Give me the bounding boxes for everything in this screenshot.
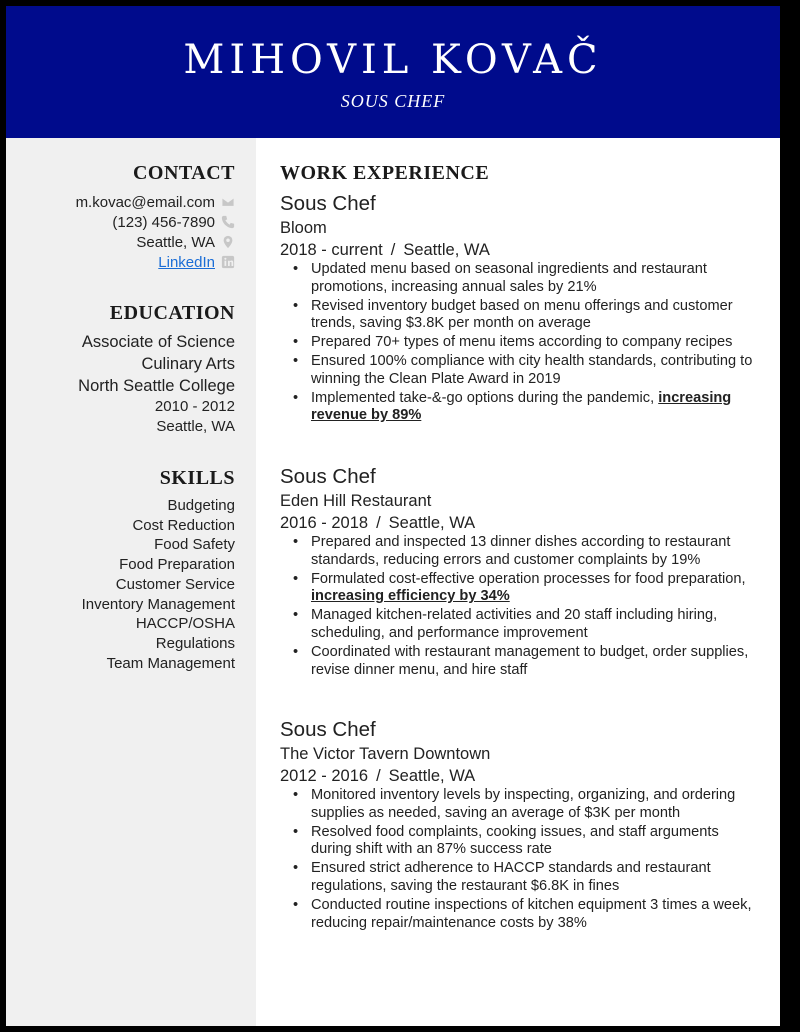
job-bullet: • Monitored inventory levels by inspecting, organizing, and ordering supplies as needed, saving an average of $3K per month <box>280 787 760 823</box>
skill-item: Inventory Management <box>81 595 235 613</box>
education-heading: EDUCATION <box>109 302 235 324</box>
skill-item: Food Safety <box>154 536 235 554</box>
job-entry <box>280 191 760 426</box>
job-dates: 2016 - 2018 <box>280 514 369 532</box>
skill-item: Customer Service <box>115 575 235 593</box>
resume-page <box>6 6 780 1026</box>
job-bullet: • Prepared and inspected 13 dinner dishes according to restaurant standards, reducing errors and customer complaints by 19% <box>280 534 760 570</box>
skill-item: Budgeting <box>167 497 235 514</box>
job-bullet: • Prepared 70+ types of menu items according to company recipes <box>280 334 760 352</box>
job-bullets <box>280 261 760 425</box>
candidate-title: SOUS CHEF <box>340 91 446 111</box>
job-bullets <box>280 787 760 932</box>
job-entry <box>280 464 760 680</box>
skills-heading: SKILLS <box>159 467 235 489</box>
education-field: Culinary Arts <box>141 355 235 373</box>
contact-email <box>76 192 235 212</box>
job-bullet: • Conducted routine inspections of kitchen equipment 3 times a week, reducing repair/maintenance costs by 38% <box>280 897 760 933</box>
skill-item: Regulations <box>155 634 235 652</box>
job-meta <box>280 512 760 534</box>
job-location: Seattle, WA <box>388 767 476 785</box>
bullet-highlight: increasing efficiency by 34% <box>311 588 510 605</box>
job-separator: / <box>376 767 381 785</box>
sidebar <box>6 138 256 1026</box>
job-company: The Victor Tavern Downtown <box>280 745 491 763</box>
bullet-highlight: increasing revenue by 89% <box>311 389 732 424</box>
job-bullets <box>280 534 760 679</box>
job-bullet: • Ensured 100% compliance with city health standards, contributing to winning the Clean Plate Award in 2019 <box>280 353 760 389</box>
job-role: Sous Chef <box>280 192 376 215</box>
phone-icon <box>221 215 235 229</box>
phone-text: (123) 456-7890 <box>112 213 215 231</box>
job-bullet: • Ensured strict adherence to HACCP standards and restaurant regulations, saving the restaurant $6.8K in fines <box>280 860 760 896</box>
job-entry <box>280 717 760 933</box>
contact-phone <box>76 212 235 232</box>
job-bullet: • Managed kitchen-related activities and 20 staff including hiring, scheduling, and performance improvement <box>280 607 760 643</box>
contact-list <box>76 192 235 272</box>
job-dates: 2018 - current <box>280 241 383 259</box>
job-bullet: • Implemented take-&-go options during the pandemic, increasing revenue by 89% <box>280 390 760 426</box>
job-company: Bloom <box>280 219 327 237</box>
education-block <box>78 331 235 437</box>
location-text: Seattle, WA <box>136 233 215 251</box>
job-role: Sous Chef <box>280 718 376 741</box>
email-text: m.kovac@email.com <box>75 193 215 211</box>
linkedin-link[interactable]: LinkedIn <box>158 253 215 271</box>
education-school: North Seattle College <box>78 377 235 395</box>
job-separator: / <box>390 241 396 259</box>
contact-linkedin[interactable] <box>76 252 235 272</box>
envelope-icon <box>221 195 235 209</box>
job-role: Sous Chef <box>280 465 376 488</box>
job-meta <box>280 765 760 787</box>
map-pin-icon <box>221 235 235 249</box>
job-bullet: • Updated menu based on seasonal ingredients and restaurant promotions, increasing annual sales by 21% <box>280 261 760 297</box>
work-experience-heading: WORK EXPERIENCE <box>280 162 490 184</box>
job-company: Eden Hill Restaurant <box>280 492 432 510</box>
education-location: Seattle, WA <box>156 418 235 435</box>
job-meta <box>280 239 760 261</box>
education-years: 2010 - 2012 <box>154 398 235 415</box>
skills-list <box>82 496 235 673</box>
job-bullet: • Resolved food complaints, cooking issues, and staff arguments during shift with an 87% success rate <box>280 824 760 860</box>
skill-item: Food Preparation <box>119 556 235 574</box>
job-separator: / <box>376 514 381 532</box>
candidate-name: MIHOVIL KOVAČ <box>183 37 603 83</box>
contact-heading: CONTACT <box>132 162 235 184</box>
job-bullet: • Formulated cost-effective operation processes for food preparation, increasing efficiency by 34% <box>280 571 760 607</box>
job-dates: 2012 - 2016 <box>280 767 369 785</box>
linkedin-icon <box>221 255 235 269</box>
skill-item: Cost Reduction <box>132 516 235 534</box>
job-location: Seattle, WA <box>403 241 490 259</box>
education-degree: Associate of Science <box>81 333 235 351</box>
skill-item: HACCP/OSHA <box>135 615 235 633</box>
skill-item: Team Management <box>106 654 235 672</box>
job-location: Seattle, WA <box>388 514 476 532</box>
resume-header <box>6 6 780 138</box>
job-bullet: • Coordinated with restaurant management to budget, order supplies, revise dinner menu, and hire staff <box>280 644 760 680</box>
contact-location <box>76 232 235 252</box>
job-bullet: • Revised inventory budget based on menu offerings and customer trends, saving $3.8K per month on average <box>280 298 760 334</box>
